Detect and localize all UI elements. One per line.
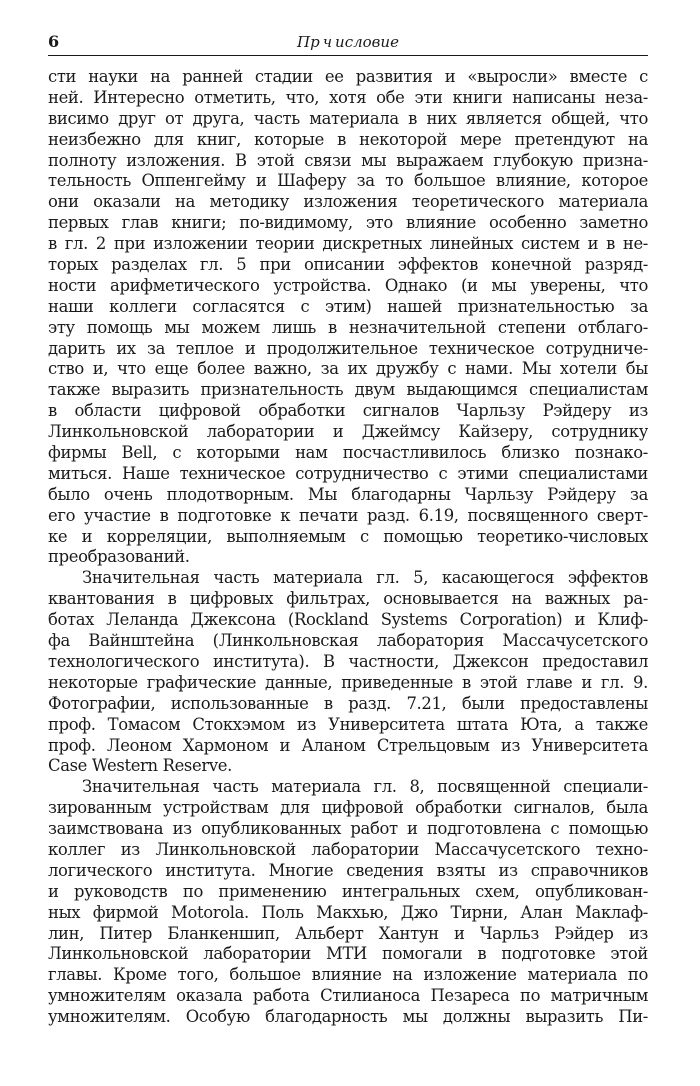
- body-text: [48, 67, 648, 1028]
- text-line: его участие в подготовке к печати разд. 6.19, посвященного сверт-: [48, 505, 648, 525]
- text-line: логического института. Многие сведения взяты из справочников: [48, 860, 648, 880]
- text-line: некоторые графические данные, приведенные в этой главе и гл. 9.: [48, 672, 648, 692]
- text-line: главы. Кроме того, большое влияние на изложение материала по: [48, 965, 648, 985]
- text-line: фирмы Bell, с которыми нам посчастливилось близко познако-: [48, 443, 648, 463]
- text-line: миться. Наше техническое сотрудничество с этими специалистами: [48, 463, 648, 483]
- page-number: 6: [48, 32, 60, 51]
- text-line: Значительная часть материала гл. 5, касающегося эффектов: [82, 568, 648, 588]
- text-line: ней. Интересно отметить, что, хотя обе эти книги написаны неза-: [48, 87, 648, 107]
- text-line: эту помощь мы можем лишь в незначительной степени отблаго-: [48, 317, 648, 337]
- text-line: полноту изложения. В этой связи мы выражаем глубокую призна-: [48, 150, 648, 170]
- text-line: Линкольновской лаборатории и Джеймсу Кайзеру, сотруднику: [48, 422, 648, 442]
- text-line: в гл. 2 при изложении теории дискретных линейных систем и в не-: [48, 234, 648, 254]
- text-line: Значительная часть материала гл. 8, посвященной специали-: [82, 777, 648, 797]
- text-line: технологического института). В частности, Джексон предоставил: [48, 651, 648, 671]
- text-line: висимо друг от друга, часть материала в них является общей, что: [48, 108, 648, 128]
- text-line: ке и корреляции, выполняемым с помощью теоретико-числовых: [48, 526, 648, 546]
- text-line: наши коллеги согласятся с этим) нашей признательностью за: [48, 296, 648, 316]
- text-line: умножителям оказала работа Стилианоса Пезареса по матричным: [48, 986, 648, 1006]
- text-line: заимствована из опубликованных работ и подготовлена с помощью: [48, 819, 648, 839]
- text-line: они оказали на методику изложения теоретического материала: [48, 192, 648, 212]
- text-line: квантования в цифровых фильтрах, основывается на важных ра-: [48, 589, 648, 609]
- text-line: умножителям. Особую благодарность мы должны выразить Пи-: [48, 1007, 648, 1027]
- text-line: также выразить признательность двум выдающимся специалистам: [48, 380, 648, 400]
- text-line: ботах Леланда Джексона (Rockland Systems Corporation) и Клиф-: [48, 610, 648, 630]
- header-rule: [48, 55, 648, 56]
- text-line: в области цифровой обработки сигналов Чарльзу Рэйдеру из: [48, 401, 648, 421]
- text-line: тельность Оппенгейму и Шаферу за то большое влияние, которое: [48, 171, 648, 191]
- text-line: преобразований.: [48, 547, 190, 567]
- text-line: и руководств по применению интегральных схем, опубликован-: [48, 881, 648, 901]
- text-line: первых глав книги; по-видимому, это влияние особенно заметно: [48, 213, 648, 233]
- text-line: Case Western Reserve.: [48, 756, 232, 776]
- text-line: ности арифметического устройства. Однако (и мы уверены, что: [48, 275, 648, 295]
- running-head: Пр ч исловие: [297, 33, 399, 51]
- text-line: фа Вайнштейна (Линкольновская лаборатория Массачусетского: [48, 631, 648, 651]
- text-line: зированным устройствам для цифровой обработки сигналов, была: [48, 798, 648, 818]
- text-line: Фотографии, использованные в разд. 7.21, были предоставлены: [48, 693, 648, 713]
- text-line: ство и, что еще более важно, за их дружбу с нами. Мы хотели бы: [48, 359, 648, 379]
- page-header: [48, 30, 648, 54]
- text-line: торых разделах гл. 5 при описании эффектов конечной разряд-: [48, 255, 648, 275]
- text-line: дарить их за теплое и продолжительное техническое сотрудниче-: [48, 338, 648, 358]
- text-line: проф. Томасом Стокхэмом из Университета штата Юта, а также: [48, 714, 648, 734]
- text-line: лин, Питер Бланкеншип, Альберт Хантун и Чарльз Рэйдер из: [48, 923, 648, 943]
- text-line: ных фирмой Motorola. Поль Макхью, Джо Тирни, Алан Маклаф-: [48, 902, 648, 922]
- text-line: Линкольновской лаборатории МТИ помогали в подготовке этой: [48, 944, 648, 964]
- text-line: коллег из Линкольновской лаборатории Массачусетского техно-: [48, 839, 648, 859]
- text-line: сти науки на ранней стадии ее развития и «выросли» вместе с: [48, 67, 648, 86]
- text-line: было очень плодотворным. Мы благодарны Чарльзу Рэйдеру за: [48, 484, 648, 504]
- text-line: проф. Леоном Хармоном и Аланом Стрельцовым из Университета: [48, 735, 648, 755]
- text-line: неизбежно для книг, которые в некоторой мере претендуют на: [48, 129, 648, 149]
